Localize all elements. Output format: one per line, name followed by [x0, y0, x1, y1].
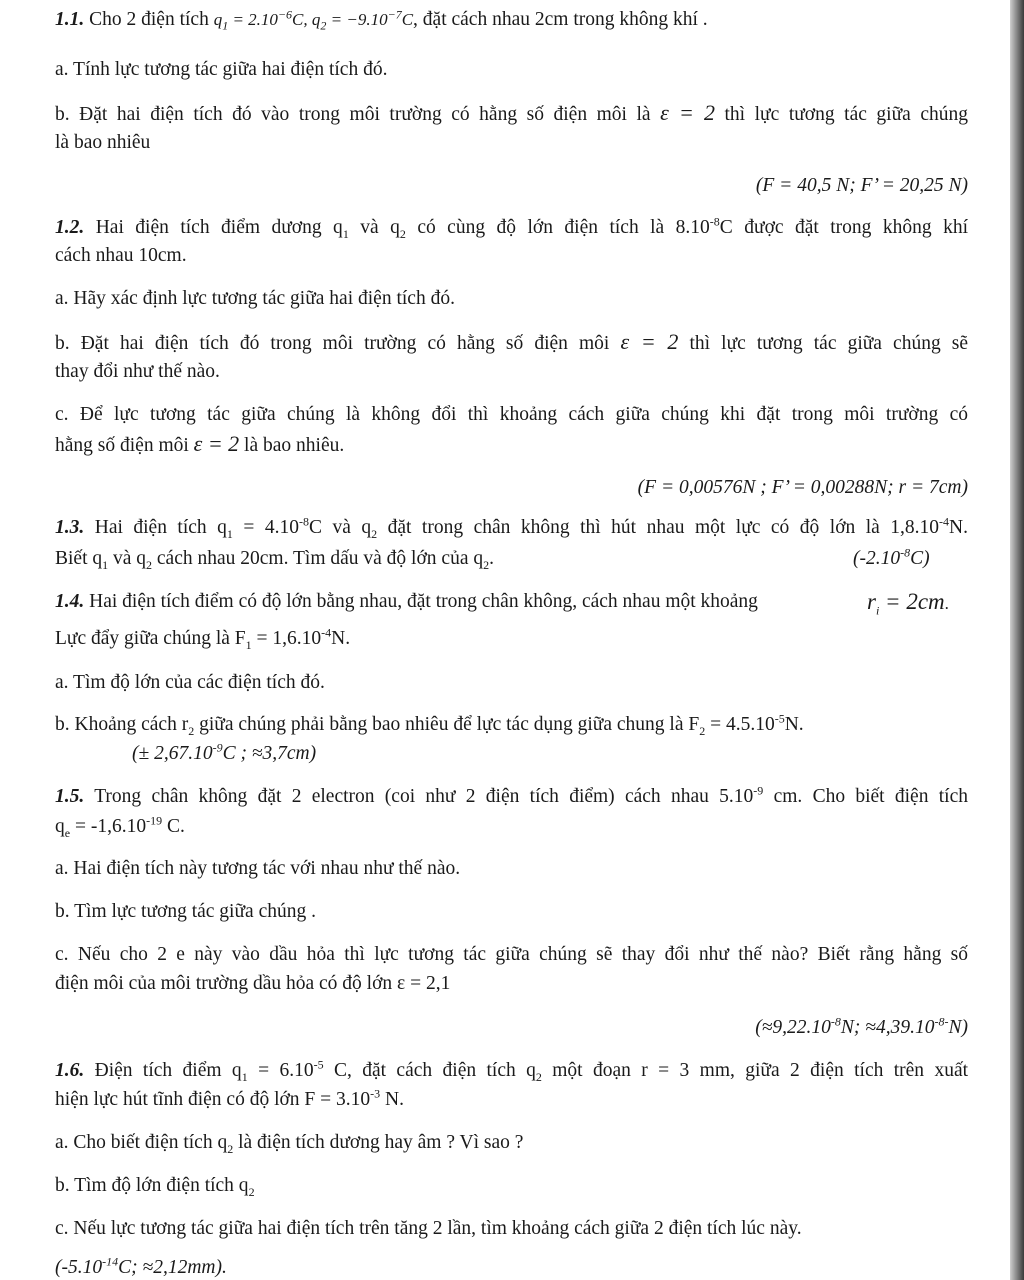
- problem-1-6-heading: 1.6. Điện tích điểm $q_1 = 6.10^{-5}$ C, đặt cách điện tích $q_2$ một đoạn r = 3 mm, giữa 2 điện tích trên xuất: [55, 1057, 969, 1084]
- problem-1-5-part-a: a. Hai điện tích này tương tác với nhau như thế nào.: [55, 858, 461, 879]
- problem-1-5-part-c: c. Nếu cho 2 e này vào dầu hỏa thì lực tương tác giữa chúng sẽ thay đổi như thế nào? Biết rằng hằng số: [55, 944, 968, 965]
- problem-1-5-part-c-cont: điện môi của môi trường dầu hỏa có độ lớn ε = 2,1: [55, 973, 451, 994]
- problem-1-1-part-a: a. Tính lực tương tác giữa hai điện tích đó.: [55, 59, 388, 80]
- problem-1-1-part-b-cont: là bao nhiêu: [55, 132, 151, 153]
- problem-1-2-part-a: a. Hãy xác định lực tương tác giữa hai điện tích đó.: [55, 288, 455, 309]
- problem-1-2-part-b: b. Đặt hai điện tích đó trong môi trường có hằng số điện môi ε = 2 thì lực tương tác giữa chúng sẽ: [55, 329, 969, 354]
- problem-1-6-heading-cont: hiện lực hút tĩnh điện có độ lớn $F = 3.10^{-3}$ N.: [55, 1086, 404, 1110]
- problem-1-2-part-c-cont: hằng số điện môi ε = 2 là bao nhiêu.: [55, 431, 345, 456]
- problem-1-2-heading: 1.2. Hai điện tích điểm dương $q_1$ và $q_2$ có cùng độ lớn điện tích là $8.10^{-8}C$ được đặt trong không khí: [55, 214, 968, 241]
- problem-1-5-heading-cont: $q_e = -1,6.10^{-19}$ C.: [55, 813, 185, 840]
- problem-1-2-answer: (F = 0,00576N ; F’ = 0,00288N; r = 7cm): [637, 477, 968, 498]
- problem-1-5-answer: ($\approx 9,22.10^{-8}N$; $\approx 4,39.10^{-8-}N$): [755, 1014, 968, 1038]
- problem-1-2-heading-cont: cách nhau 10cm.: [55, 245, 187, 266]
- problem-1-1-heading: 1.1. Cho 2 điện tích $q_1 = 2.10^{-6}C$, $q_2 = -9.10^{-7}C$, đặt cách nhau 2cm trong không khí .: [55, 7, 708, 33]
- problem-1-5-heading: 1.5. Trong chân không đặt 2 electron (coi như 2 điện tích điểm) cách nhau $5.10^{-9}$ cm. Cho biết điện tích: [55, 783, 968, 807]
- problem-1-4-heading: 1.4. Hai điện tích điểm có độ lớn bằng nhau, đặt trong chân không, cách nhau một khoảng: [55, 591, 758, 612]
- problem-1-4-part-b: b. Khoảng cách $r_2$ giữa chúng phải bằng bao nhiêu để lực tác dụng giữa chung là $F_2 = 4.5.10^{-5}N$.: [55, 711, 804, 738]
- problem-1-3-heading: 1.3. Hai điện tích $q_1 = 4.10^{-8}C$ và $q_2$ đặt trong chân không thì hút nhau một lực có độ lớn là $1,8.10^{-4}N$.: [55, 514, 969, 541]
- problem-1-4-part-a: a. Tìm độ lớn của các điện tích đó.: [55, 672, 325, 693]
- page-edge-shadow: [1010, 0, 1024, 1280]
- problem-1-4-answer: (± $2,67.10^{-9}C$ ; ≈3,7cm): [132, 740, 317, 764]
- problem-1-6-part-b: b. Tìm độ lớn điện tích $q_2$: [55, 1175, 255, 1199]
- problem-1-6-part-a: a. Cho biết điện tích $q_2$ là điện tích dương hay âm ? Vì sao ?: [55, 1132, 524, 1156]
- problem-1-1-part-b: b. Đặt hai điện tích đó vào trong môi trường có hằng số điện môi là ε = 2 thì lực tương tác giữa chúng: [55, 100, 969, 125]
- problem-1-2-part-c: c. Để lực tương tác giữa chúng là không đổi thì khoảng cách giữa chúng khi đặt trong môi trường có: [55, 404, 968, 425]
- problem-1-1-answer: (F = 40,5 N; F’ = 20,25 N): [755, 175, 968, 196]
- problem-1-4-distance: $r_i = 2cm$.: [867, 589, 949, 618]
- problem-1-6-part-c: c. Nếu lực tương tác giữa hai điện tích trên tăng 2 lần, tìm khoảng cách giữa 2 điện tích lúc này.: [55, 1218, 802, 1239]
- problem-1-6-answer: ($-5.10^{-14}C$; ≈2,12mm).: [55, 1254, 227, 1278]
- problem-1-3-answer: $(-2.10^{-8}C)$: [853, 545, 930, 569]
- problem-1-5-part-b: b. Tìm lực tương tác giữa chúng .: [55, 901, 316, 922]
- problem-1-4-heading-cont: Lực đẩy giữa chúng là $F_1 = 1,6.10^{-4}N$.: [55, 625, 351, 652]
- problem-1-2-part-b-cont: thay đổi như thế nào.: [55, 361, 220, 382]
- problem-1-3-heading-cont: Biết $q_1$ và $q_2$ cách nhau 20cm. Tìm dấu và độ lớn của $q_2$.: [55, 548, 494, 572]
